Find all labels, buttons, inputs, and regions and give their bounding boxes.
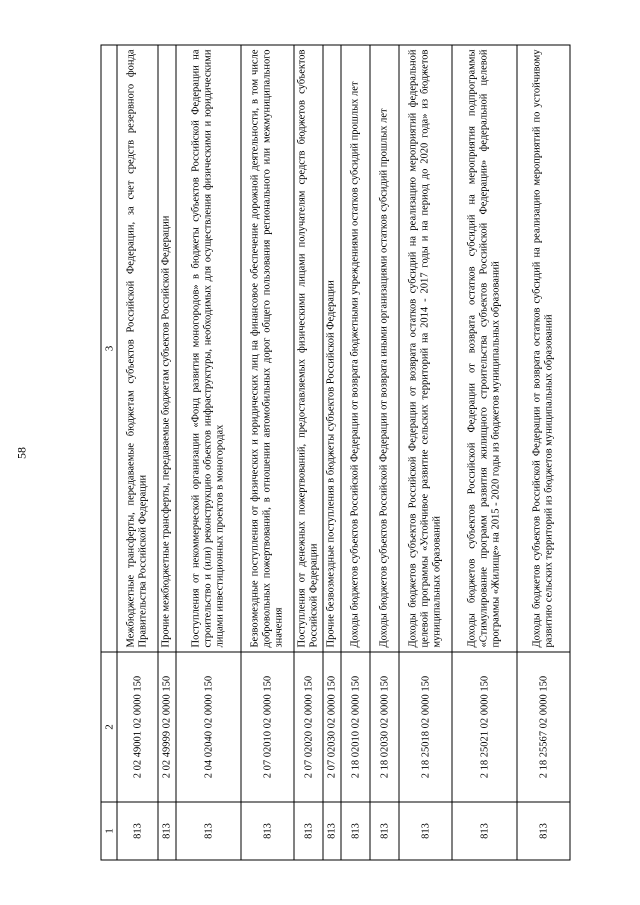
admin-code-cell: 813 (341, 802, 370, 860)
description-cell: Доходы бюджетов субъектов Российской Федерации от возврата бюджетными учреждениями остатков субсидий прошлых лет (341, 45, 370, 652)
revenue-code-cell: 2 07 02030 02 0000 150 (323, 652, 341, 802)
revenue-code-cell: 2 18 25018 02 0000 150 (399, 652, 452, 802)
description-cell: Доходы бюджетов субъектов Российской Федерации от возврата остатков субсидий на реализацию мероприятий федеральной целевой программы «Устойчивое развитие сельских территорий на 2014 - 2017 годы и на период до 2020 года» из бюджетов муниципальных образований (399, 45, 452, 652)
admin-code-cell: 813 (158, 802, 176, 860)
description-cell: Безвозмездные поступления от физических и юридических лиц на финансовое обеспечение дорожной деятельности, в том числе добровольных пожертвований, в отношении автомобильных дорог общего пользования регионального или межмуниципального значения (241, 45, 294, 652)
admin-code-cell: 813 (370, 802, 399, 860)
table-row (341, 45, 370, 860)
table-row (176, 45, 241, 860)
revenue-code-cell: 2 18 25567 02 0000 150 (517, 652, 570, 802)
table-row (399, 45, 452, 860)
table-row (158, 45, 176, 860)
revenue-code-cell: 2 07 02010 02 0000 150 (241, 652, 294, 802)
admin-code-cell: 813 (241, 802, 294, 860)
revenue-code-cell: 2 07 02020 02 0000 150 (294, 652, 323, 802)
revenue-code-cell: 2 18 02010 02 0000 150 (341, 652, 370, 802)
header-col-2: 2 (101, 652, 117, 802)
admin-code-cell: 813 (294, 802, 323, 860)
admin-code-cell: 813 (517, 802, 570, 860)
description-cell: Межбюджетные трансферты, передаваемые бюджетам субъектов Российской Федерации, за счет средств резервного фонда Правительства Российской Федерации (117, 45, 158, 652)
table-row (370, 45, 399, 860)
description-cell: Доходы бюджетов субъектов Российской Федерации от возврата остатков субсидий на мероприятия подпрограммы «Стимулирование программ развития жилищного строительства субъектов Российской Федерации» федеральной целевой программы «Жилище» на 2015 - 2020 годы из бюджетов муниципальных образований (452, 45, 517, 652)
admin-code-cell: 813 (176, 802, 241, 860)
revenue-code-cell: 2 02 49999 02 0000 150 (158, 652, 176, 802)
revenue-code-cell: 2 02 49001 02 0000 150 (117, 652, 158, 802)
page-number: 58 (14, 447, 29, 459)
admin-code-cell: 813 (399, 802, 452, 860)
description-cell: Поступления от некоммерческой организации «Фонд развития моногородов» в бюджеты субъектов Российской Федерации на строительство и (или) реконструкцию объектов инфраструктуры, необходимых для осуществления физическими и юридическими лицами инвестиционных проектов в моногородах (176, 45, 241, 652)
revenue-code-cell: 2 18 02030 02 0000 150 (370, 652, 399, 802)
budget-codes-table (100, 45, 570, 861)
table-row (323, 45, 341, 860)
table-container (100, 46, 554, 861)
revenue-code-cell: 2 18 25021 02 0000 150 (452, 652, 517, 802)
admin-code-cell: 813 (323, 802, 341, 860)
description-cell: Прочие безвозмездные поступления в бюджеты субъектов Российской Федерации (323, 45, 341, 652)
description-cell: Поступления от денежных пожертвований, предоставляемых физическими лицами получателям средств бюджетов субъектов Российской Федерации (294, 45, 323, 652)
description-cell: Доходы бюджетов субъектов Российской Федерации от возврата иными организациями остатков субсидий прошлых лет (370, 45, 399, 652)
table-header-row (101, 45, 117, 860)
table-row (517, 45, 570, 860)
description-cell: Доходы бюджетов субъектов Российской Федерации от возврата остатков субсидий на реализацию мероприятий по устойчивому развитию сельских территорий из бюджетов муниципальных образований (517, 45, 570, 652)
table-row (117, 45, 158, 860)
header-col-1: 1 (101, 802, 117, 860)
description-cell: Прочие межбюджетные трансферты, передаваемые бюджетам субъектов Российской Федерации (158, 45, 176, 652)
table-row (452, 45, 517, 860)
admin-code-cell: 813 (452, 802, 517, 860)
admin-code-cell: 813 (117, 802, 158, 860)
header-col-3: 3 (101, 45, 117, 652)
table-row (294, 45, 323, 860)
revenue-code-cell: 2 04 02040 02 0000 150 (176, 652, 241, 802)
table-row (241, 45, 294, 860)
